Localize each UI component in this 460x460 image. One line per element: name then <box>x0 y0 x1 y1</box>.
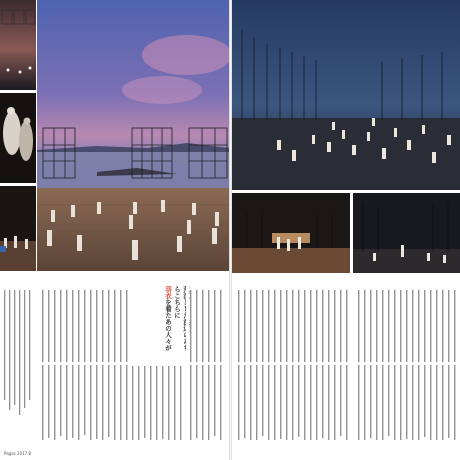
photo-left-top-thumbnail <box>0 0 36 90</box>
photo-left-dancers-closeup <box>0 93 36 183</box>
photo-left-bottom-thumbnail <box>0 186 36 271</box>
headline-line2: 羽衣を着たあの人々が <box>164 286 172 351</box>
photo-right-stage-wide <box>232 0 460 190</box>
photo-main-stage-lake <box>37 0 229 271</box>
headline-line1: らこちらに <box>173 286 181 319</box>
photo-right-stage-bottom-right <box>353 193 460 273</box>
left-folio: Pages 2017.8 <box>4 451 32 456</box>
photo-right-stage-bottom-left <box>232 193 350 273</box>
text-texture <box>0 286 460 448</box>
